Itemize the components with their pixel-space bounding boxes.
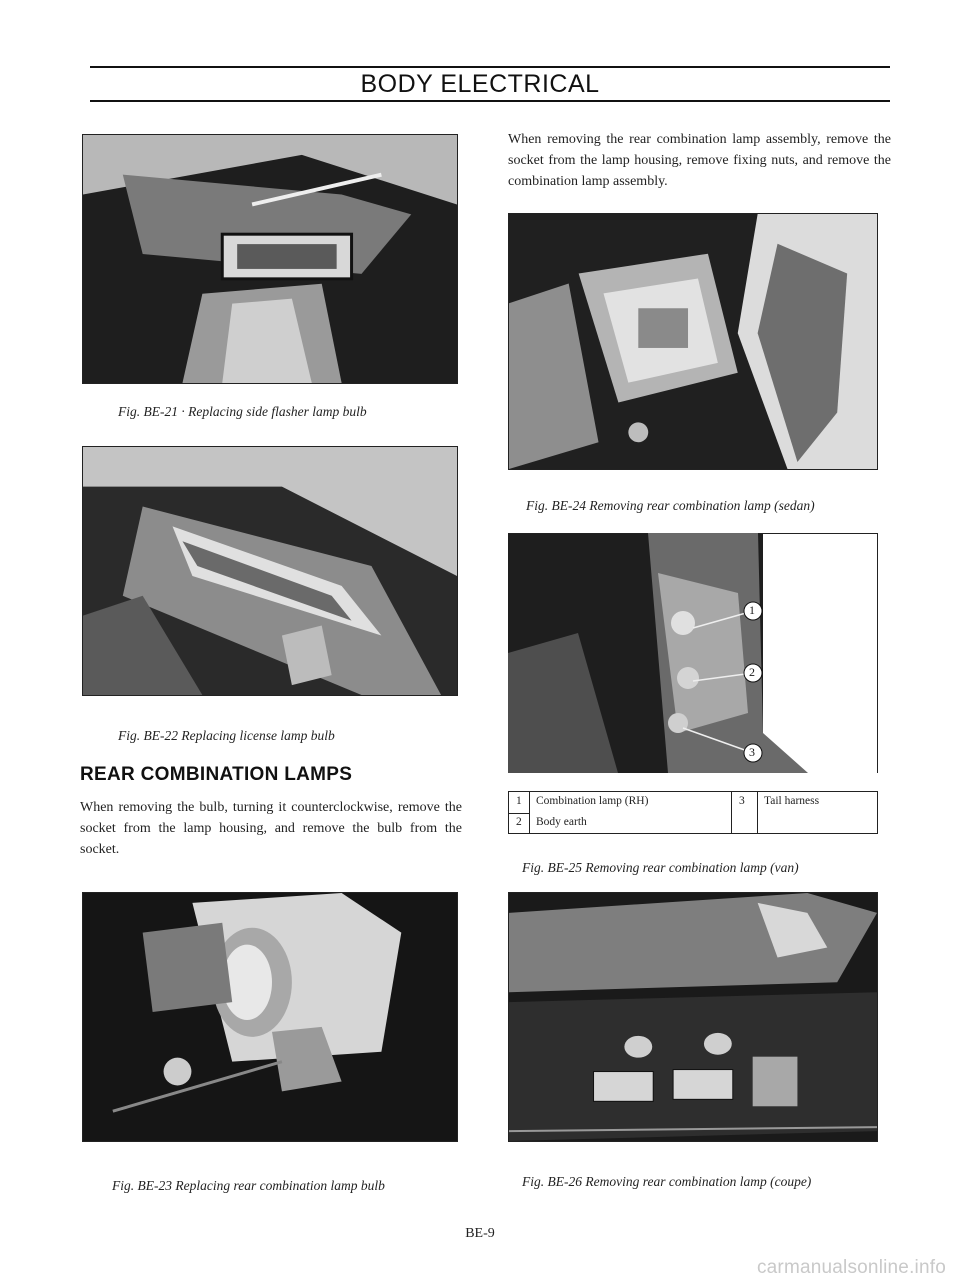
figure-be26-caption: Fig. BE-26 Removing rear combination lamp (coupe) <box>522 1174 812 1189</box>
figure-be21-photo <box>82 134 458 384</box>
figure-be22-caption: Fig. BE-22 Replacing license lamp bulb <box>118 728 335 743</box>
section-heading: REAR COMBINATION LAMPS <box>80 764 353 785</box>
figure-be23-caption: Fig. BE-23 Replacing rear combination lamp bulb <box>112 1178 385 1193</box>
legend-label-1: Combination lamp (RH) <box>536 795 649 807</box>
legend-num-1: 1 <box>516 795 522 807</box>
legend-label-3: Tail harness <box>764 795 820 807</box>
legend-table <box>508 791 878 834</box>
figure-be21-caption: Fig. BE-21 · Replacing side flasher lamp bulb <box>118 404 367 419</box>
section-paragraph: When removing the bulb, turning it counterclockwise, remove the socket from the lamp housing, and remove the bulb from the socket. <box>80 800 462 857</box>
page-title: BODY ELECTRICAL <box>360 70 600 98</box>
figure-be25-caption: Fig. BE-25 Removing rear combination lamp (van) <box>522 860 799 875</box>
figure-be22-photo <box>82 446 458 696</box>
header-rule-top <box>90 66 890 68</box>
callout-3: 3 <box>749 745 755 759</box>
watermark: carmanualsonline.info <box>756 1257 946 1278</box>
figure-be25-photo <box>508 533 878 773</box>
callout-1: 1 <box>749 603 755 617</box>
header-rule-bottom <box>90 100 890 102</box>
figure-be23-photo <box>82 892 458 1142</box>
legend-num-3: 3 <box>739 795 745 807</box>
right-paragraph: When removing the rear combination lamp assembly, remove the socket from the lamp housing, remove fixing nuts, and remove the combination lamp assembly. <box>508 132 891 189</box>
figure-be24-photo <box>508 213 878 470</box>
figure-be26-photo <box>508 892 878 1142</box>
legend-label-2: Body earth <box>536 816 587 828</box>
figure-be24-caption: Fig. BE-24 Removing rear combination lamp (sedan) <box>526 498 815 513</box>
callout-2: 2 <box>749 665 755 679</box>
legend-num-2: 2 <box>516 816 522 828</box>
page-number: BE-9 <box>465 1226 495 1241</box>
